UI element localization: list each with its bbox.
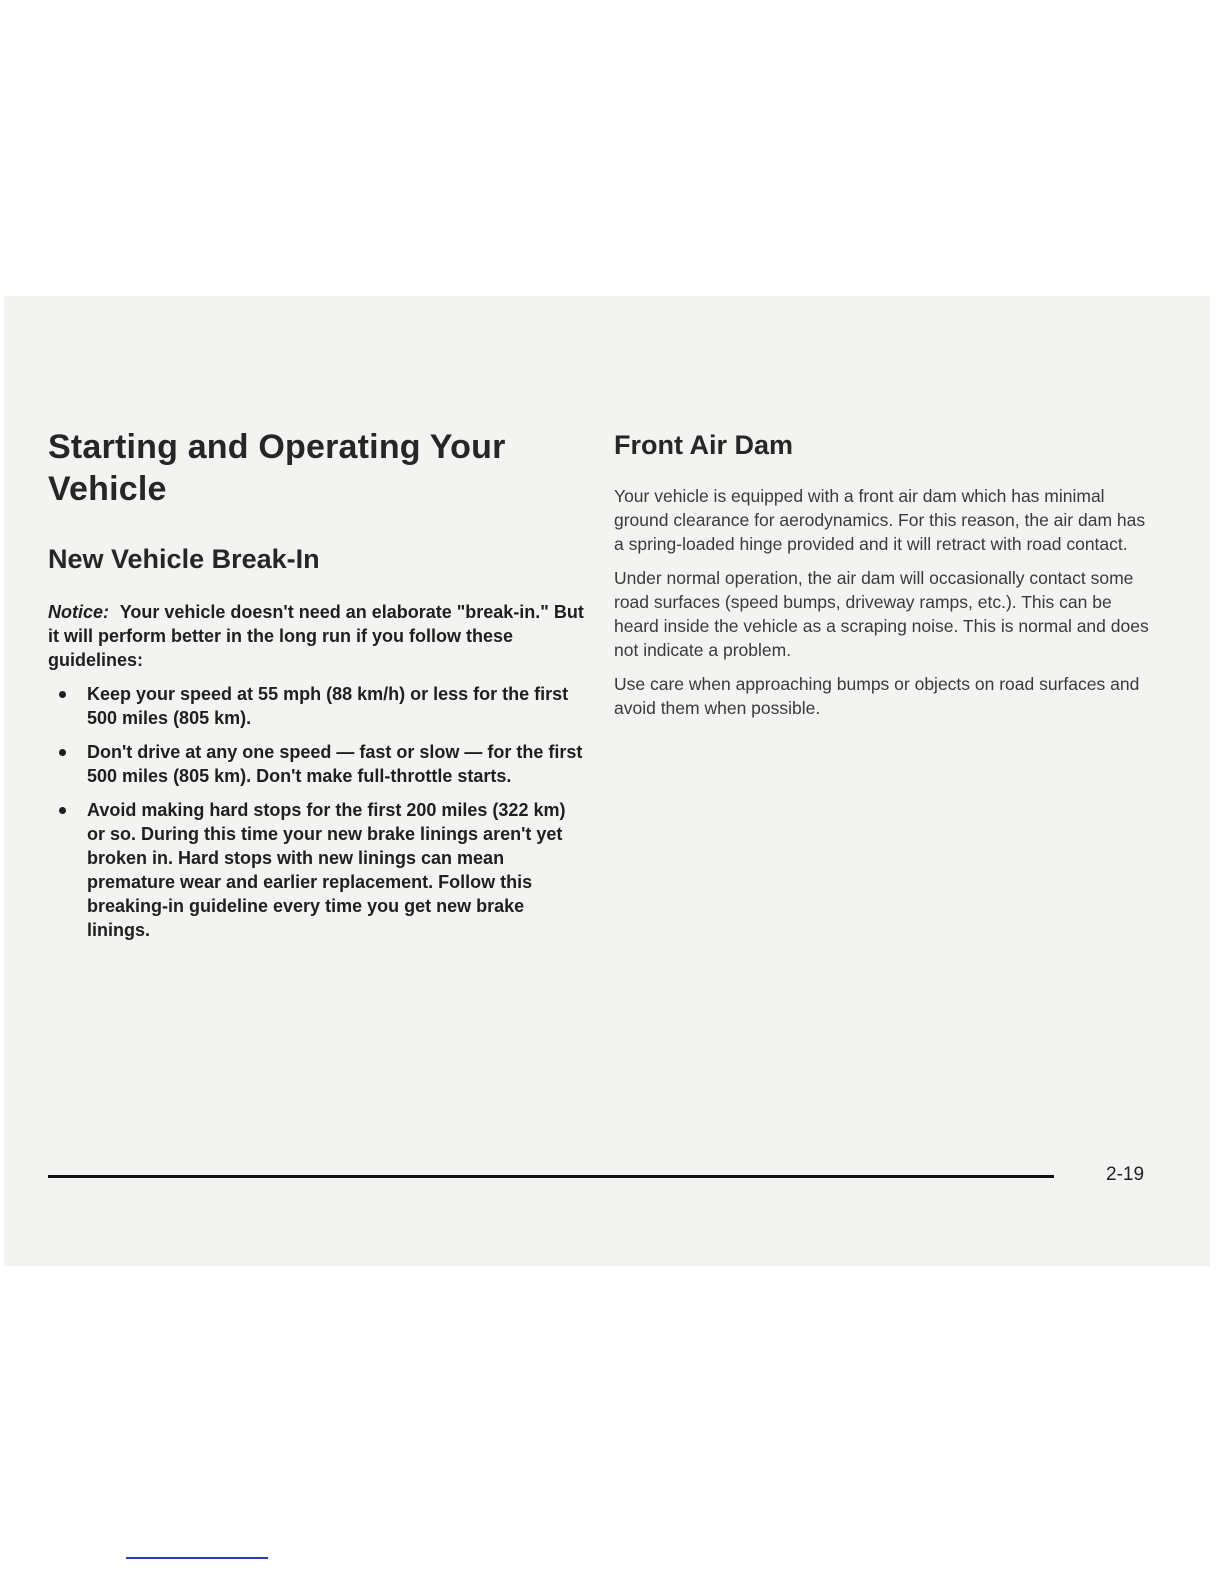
guidelines-list <box>48 682 588 942</box>
footer-link-underline <box>126 1557 268 1559</box>
right-column <box>614 426 1154 720</box>
break-in-heading: New Vehicle Break-In <box>48 544 320 574</box>
left-column <box>48 426 588 952</box>
air-dam-paragraph: Use care when approaching bumps or objects on road surfaces and avoid them when possible. <box>614 674 1140 718</box>
list-item-text: Avoid making hard stops for the first 200 miles (322 km) or so. During this time your new brake linings aren't yet broken in. Hard stops with new linings can mean premature wear and earlier replacement. Follow this breaking-in guideline every time you get new brake linings. <box>87 800 566 940</box>
footer-rule <box>48 1175 1054 1178</box>
notice-paragraph <box>48 600 588 672</box>
bullet-icon <box>59 691 66 698</box>
air-dam-paragraph: Your vehicle is equipped with a front air dam which has minimal ground clearance for aerodynamics. For this reason, the air dam has a spring-loaded hinge provided and it will retract with road contact. <box>614 486 1146 554</box>
list-item-text: Keep your speed at 55 mph (88 km/h) or less for the first 500 miles (805 km). <box>87 684 569 728</box>
air-dam-heading: Front Air Dam <box>614 430 794 460</box>
page-number: 2-19 <box>1106 1164 1145 1185</box>
list-item <box>48 682 588 730</box>
section-title: Starting and Operating Your Vehicle <box>48 428 506 508</box>
list-item <box>48 740 588 788</box>
bullet-icon <box>59 807 66 814</box>
list-item <box>48 798 588 942</box>
notice-label: Notice: <box>48 602 110 622</box>
bullet-icon <box>59 749 66 756</box>
notice-text: Your vehicle doesn't need an elaborate "break-in." But it will perform better in the long run if you follow these guidelines: <box>48 602 584 670</box>
air-dam-paragraph: Under normal operation, the air dam will occasionally contact some road surfaces (speed bumps, driveway ramps, etc.). This can be heard inside the vehicle as a scraping noise. This is normal and does not indicate a problem. <box>614 568 1149 660</box>
list-item-text: Don't drive at any one speed — fast or slow — for the first 500 miles (805 km). Don't make full-throttle starts. <box>87 742 583 786</box>
